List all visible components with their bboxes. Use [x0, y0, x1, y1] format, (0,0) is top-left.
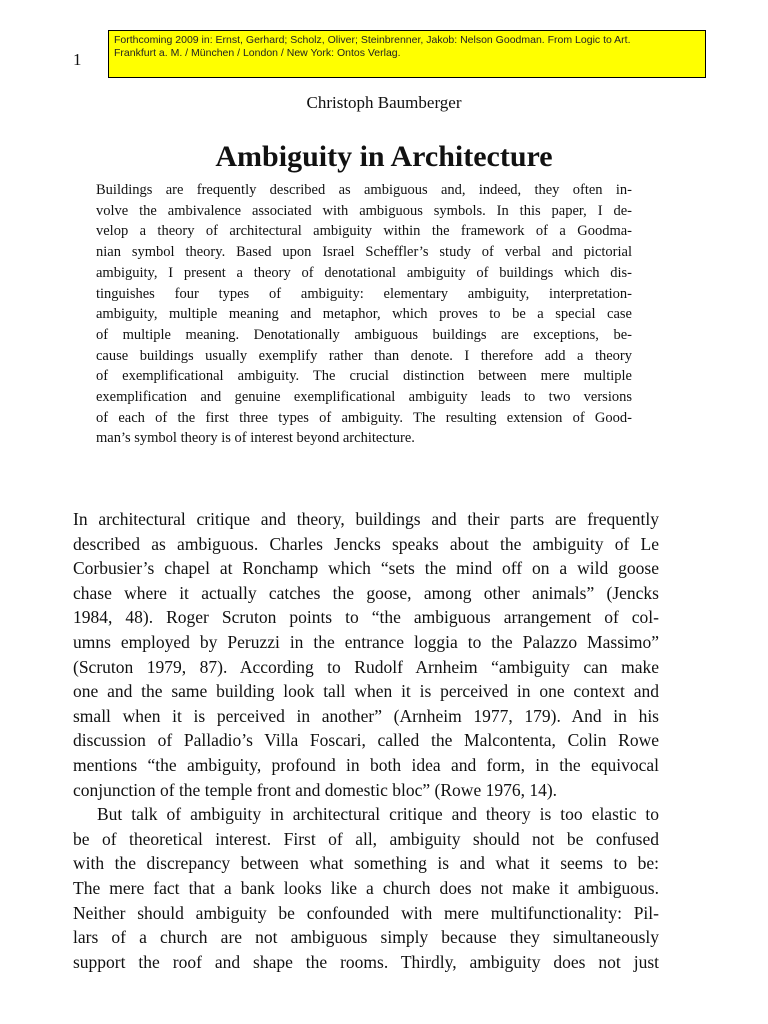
paragraph-line: Corbusier’s chapel at Ronchamp which “sets the mind off on a wild goose — [73, 558, 659, 579]
abstract-line: exemplification and genuine exemplificational ambiguity leads to two versions — [96, 389, 632, 406]
paragraph-line: But talk of ambiguity in architectural critique and theory is too elastic to — [97, 804, 659, 825]
paragraph-line: described as ambiguous. Charles Jencks speaks about the ambiguity of Le — [73, 533, 659, 554]
paper-title: Ambiguity in Architecture — [215, 140, 553, 173]
author-name: Christoph Baumberger — [306, 93, 462, 112]
paragraph-line: with the discrepancy between what something is and what it seems to be: — [73, 853, 659, 874]
paragraph-line: In architectural critique and theory, buildings and their parts are frequently — [73, 509, 659, 529]
body-text — [73, 507, 659, 974]
paragraph-line: umns employed by Peruzzi in the entrance loggia to the Palazzo Massimo” — [73, 631, 659, 652]
paragraph-line: mentions “the ambiguity, profound in both idea and form, in the equivocal — [73, 754, 659, 775]
paragraph-line: The mere fact that a bank looks like a church does not make it ambiguous. — [73, 877, 659, 898]
paragraph-line: (Scruton 1979, 87). According to Rudolf Arnheim “ambiguity can make — [73, 656, 659, 677]
abstract-line: volve the ambivalence associated with ambiguous symbols. In this paper, I de- — [96, 202, 632, 219]
abstract-line: of each of the first three types of ambiguity. The resulting extension of Good- — [96, 409, 632, 426]
paragraph-line: small when it is perceived in another” (Arnheim 1977, 179). And in his — [73, 705, 659, 726]
abstract-line: ambiguity, I present a theory of denotational ambiguity of buildings which dis- — [96, 264, 632, 281]
paragraph-line: chase where it actually catches the goose, among other animals” (Jencks — [73, 582, 659, 603]
paragraph-1 — [73, 507, 659, 802]
paragraph-line: lars of a church are not ambiguous simply because they simultaneously — [73, 927, 659, 948]
abstract-line: velop a theory of architectural ambiguity within the framework of a Goodma- — [96, 223, 632, 240]
abstract-line: man’s symbol theory is of interest beyond architecture. — [96, 430, 415, 447]
abstract-line: nian symbol theory. Based upon Israel Scheffler’s study of verbal and pictorial — [96, 244, 632, 261]
abstract — [96, 180, 632, 449]
paragraph-2 — [73, 802, 659, 974]
paragraph-line: one and the same building look tall when it is perceived in one context and — [73, 681, 659, 702]
paragraph-line: be of theoretical interest. First of all, ambiguity should not be confused — [73, 828, 659, 849]
publication-note — [108, 30, 706, 78]
abstract-line: of exemplificational ambiguity. The crucial distinction between mere multiple — [96, 368, 632, 385]
abstract-line: of multiple meaning. Denotationally ambiguous buildings are exceptions, be- — [96, 326, 632, 343]
paragraph-line: support the roof and shape the rooms. Thirdly, ambiguity does not just — [73, 951, 659, 972]
paragraph-line: 1984, 48). Roger Scruton points to “the ambiguous arrangement of col- — [73, 607, 659, 628]
page-number: 1 — [73, 50, 82, 69]
publication-note-line: Forthcoming 2009 in: Ernst, Gerhard; Scholz, Oliver; Steinbrenner, Jakob: Nelson Goodman. From Logic to Art. — [114, 34, 631, 46]
abstract-line: tinguishes four types of ambiguity: elementary ambiguity, interpretation- — [96, 285, 632, 302]
publication-note-line: Frankfurt a. M. / München / London / New York: Ontos Verlag. — [114, 47, 401, 59]
paragraph-line: discussion of Palladio’s Villa Foscari, called the Malcontenta, Colin Rowe — [73, 730, 659, 751]
abstract-line: Buildings are frequently described as ambiguous and, indeed, they often in- — [96, 182, 632, 198]
paragraph-line: Neither should ambiguity be confounded with mere multifunctionality: Pil- — [73, 902, 659, 923]
paragraph-line: conjunction of the temple front and domestic bloc” (Rowe 1976, 14). — [73, 779, 558, 800]
abstract-line: cause buildings usually exemplify rather than denote. I therefore add a theory — [96, 347, 632, 364]
abstract-line: ambiguity, multiple meaning and metaphor, which proves to be a special case — [96, 306, 632, 323]
